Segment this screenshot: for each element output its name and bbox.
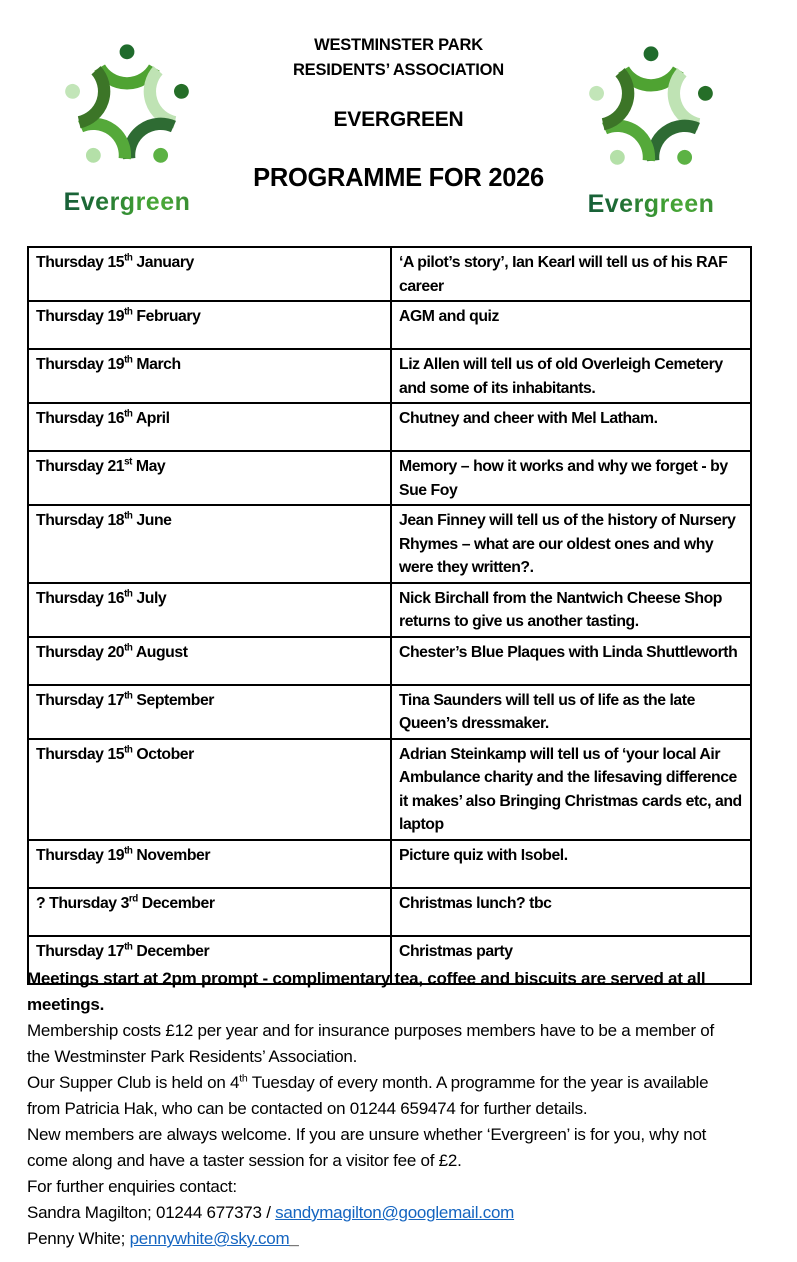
membership-note: Membership costs £12 per year and for insurance purposes members have to be a member of the Westminster Park Residents’ Association.: [27, 1021, 714, 1066]
event-description-cell: Christmas party: [391, 936, 751, 984]
meetings-note: Meetings start at 2pm prompt - complimentary tea, coffee and biscuits are served at all meetings.: [27, 969, 706, 1014]
table-row: [28, 685, 751, 739]
table-row: [28, 349, 751, 403]
contact-sandra: [27, 1200, 733, 1226]
event-description-cell: Memory – how it works and why we forget - by Sue Foy: [391, 451, 751, 505]
event-date-cell: Thursday 17th September: [28, 685, 391, 739]
table-row: [28, 403, 751, 451]
event-date-cell: Thursday 19th March: [28, 349, 391, 403]
email-link-penny[interactable]: pennywhite@sky.com: [129, 1229, 290, 1248]
association-name-line1: WESTMINSTER PARK: [314, 36, 483, 54]
club-name: EVERGREEN: [333, 108, 464, 131]
supper-club-note: Our Supper Club is held on 4th Tuesday of every month. A programme for the year is available from Patricia Hak, who can be contacted on 01244 659474 for further details.: [27, 1072, 709, 1118]
footer-notes: [27, 966, 733, 1252]
event-description-cell: Picture quiz with Isobel.: [391, 840, 751, 888]
event-date-cell: Thursday 19th February: [28, 301, 391, 349]
page-header: [0, 0, 797, 246]
table-row: [28, 840, 751, 888]
logo-dot-right: [696, 84, 715, 103]
programme-title: PROGRAMME FOR 2026: [253, 164, 544, 192]
event-description-cell: AGM and quiz: [391, 301, 751, 349]
table-row: [28, 301, 751, 349]
event-date-cell: Thursday 21st May: [28, 451, 391, 505]
event-description-cell: Jean Finney will tell us of the history of Nursery Rhymes – what are our oldest ones and why were they written?.: [391, 505, 751, 583]
event-date-cell: Thursday 15th October: [28, 739, 391, 840]
event-description-cell: Tina Saunders will tell us of life as the late Queen’s dressmaker.: [391, 685, 751, 739]
logo-wordmark: Evergreen: [48, 188, 206, 217]
table-row: [28, 637, 751, 685]
event-date-cell: Thursday 16th April: [28, 403, 391, 451]
contact-penny: [27, 1226, 733, 1252]
table-row: [28, 888, 751, 936]
logo-wordmark: Evergreen: [572, 190, 730, 219]
table-row: [28, 739, 751, 840]
logo-dot-left: [587, 84, 606, 103]
event-description-cell: Nick Birchall from the Nantwich Cheese Shop returns to give us another tasting.: [391, 583, 751, 637]
logo-dot-right: [172, 82, 191, 101]
event-date-cell: Thursday 18th June: [28, 505, 391, 583]
logo-dot-bottom-right: [150, 145, 171, 166]
programme-schedule-table: [27, 246, 752, 985]
event-description-cell: Christmas lunch? tbc: [391, 888, 751, 936]
contact-name: Penny White;: [27, 1229, 130, 1248]
table-row: [28, 583, 751, 637]
enquiries-label: For further enquiries contact:: [27, 1177, 237, 1196]
event-date-cell: Thursday 20th August: [28, 637, 391, 685]
event-description-cell: Chester’s Blue Plaques with Linda Shuttleworth: [391, 637, 751, 685]
association-name-line2: RESIDENTS’ ASSOCIATION: [292, 61, 505, 79]
logo-dot-left: [63, 82, 82, 101]
event-date-cell: ? Thursday 3rd December: [28, 888, 391, 936]
contact-name: Sandra Magilton; 01244 677373 /: [27, 1203, 276, 1222]
event-description-cell: ‘A pilot’s story’, Ian Kearl will tell us of his RAF career: [391, 247, 751, 301]
trailing-mark: _: [289, 1229, 299, 1248]
event-description-cell: Chutney and cheer with Mel Latham.: [391, 403, 751, 451]
table-row: [28, 247, 751, 301]
table-row: [28, 505, 751, 583]
logo-dot-bottom-left: [83, 145, 104, 166]
event-date-cell: Thursday 19th November: [28, 840, 391, 888]
event-description-cell: Liz Allen will tell us of old Overleigh Cemetery and some of its inhabitants.: [391, 349, 751, 403]
event-description-cell: Adrian Steinkamp will tell us of ‘your local Air Ambulance charity and the lifesaving difference it makes’ also Bringing Christmas cards etc, and laptop: [391, 739, 751, 840]
event-date-cell: Thursday 17th December: [28, 936, 391, 984]
new-members-note: New members are always welcome. If you are unsure whether ‘Evergreen’ is for you, why not come along and have a taster session for a visitor fee of £2.: [27, 1125, 707, 1170]
table-row: [28, 451, 751, 505]
event-date-cell: Thursday 16th July: [28, 583, 391, 637]
event-date-cell: Thursday 15th January: [28, 247, 391, 301]
email-link-sandra[interactable]: sandymagilton@googlemail.com: [275, 1203, 515, 1222]
